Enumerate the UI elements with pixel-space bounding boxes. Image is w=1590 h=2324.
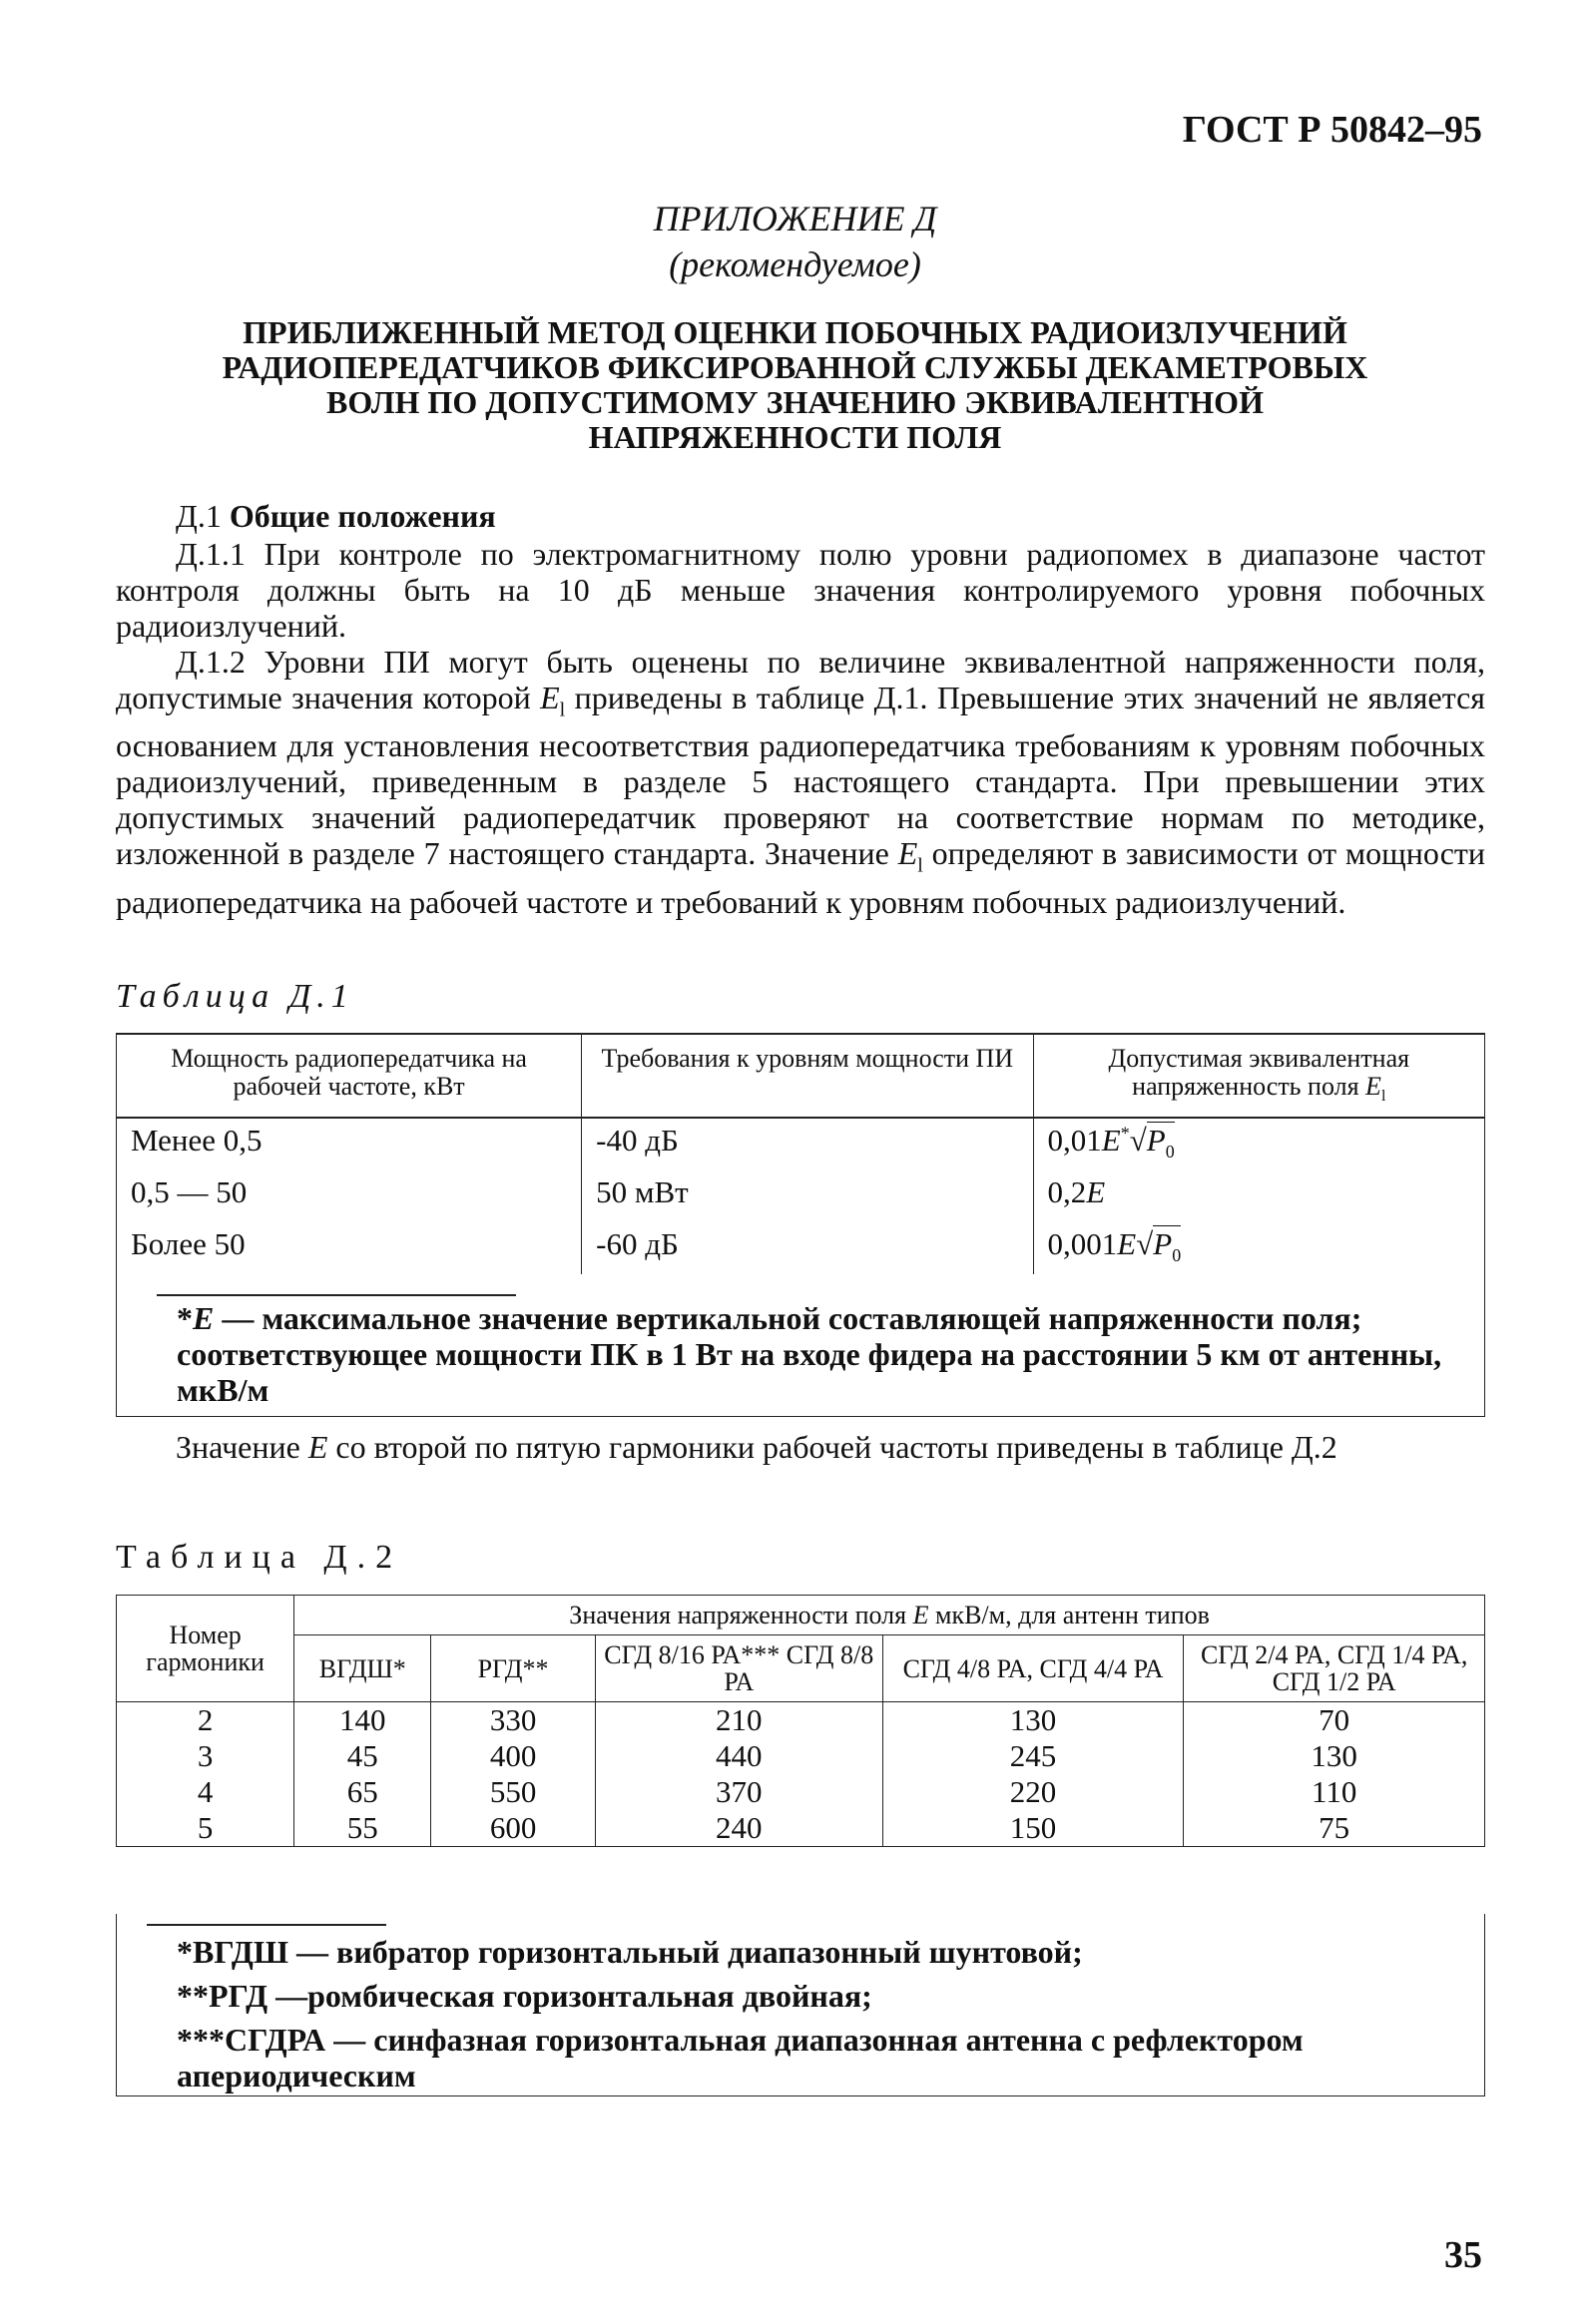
table2-cell: 5 — [117, 1810, 294, 1847]
table-row — [117, 1810, 1485, 1847]
header-text: Значения напряженности поля — [569, 1601, 913, 1629]
table2-header-col: СГД 2/4 РА, СГД 1/4 РА, СГД 1/2 РА — [1184, 1635, 1485, 1702]
table2-header-harmonic: Номер гармоники — [117, 1596, 294, 1702]
table2-cell: 130 — [882, 1702, 1184, 1739]
appendix-note: (рекомендуемое) — [669, 244, 921, 284]
coef: 0,2 — [1047, 1174, 1087, 1210]
table1-cell-req: -60 дБ — [582, 1222, 1033, 1274]
table2-cell: 550 — [431, 1774, 596, 1810]
table-row — [117, 1738, 1485, 1774]
table2-header-col: ВГДШ* — [294, 1635, 431, 1702]
table1-footnote — [177, 1300, 1476, 1408]
field-symbol-sub: l — [917, 854, 923, 877]
table1-cell-power: Более 50 — [117, 1222, 582, 1274]
table1-footnote-cell — [117, 1274, 1485, 1417]
table2-cell: 240 — [595, 1810, 882, 1847]
table-d1 — [116, 1033, 1485, 1417]
main-title-line: ВОЛН ПО ДОПУСТИМОМУ ЗНАЧЕНИЮ ЭКВИВАЛЕНТНОЙ — [326, 384, 1264, 420]
table1-header-requirements: Требования к уровням мощности ПИ — [582, 1034, 1033, 1118]
field-symbol: E — [912, 1601, 929, 1629]
table1-cell-field — [1033, 1170, 1484, 1222]
table1-cell-req: -40 дБ — [582, 1118, 1033, 1170]
table2-cell: 245 — [882, 1738, 1184, 1774]
table1-cell-power: Менее 0,5 — [117, 1118, 582, 1170]
footnote-text: — максимальное значение вертикальной составляющей напряженности поля; соответствующее мощности ПК в 1 Вт на входе фидера на расстоянии 5 км от антенны, мкВ/м — [177, 1300, 1442, 1409]
table2-header-col: СГД 8/16 РА*** СГД 8/8 РА — [595, 1635, 882, 1702]
table2-cell: 220 — [882, 1774, 1184, 1810]
table2-cell: 55 — [294, 1810, 431, 1847]
document-code: ГОСТ Р 50842–95 — [1182, 109, 1482, 151]
table-d2 — [116, 1595, 1485, 1847]
table2-footnote: **РГД —ромбическая горизонтальная двойная; — [177, 1978, 872, 2014]
table2-label: Таблица Д.2 — [116, 1539, 403, 1576]
table2-footnote: *ВГДШ — вибратор горизонтальный диапазонный шунтовой; — [177, 1934, 1083, 1970]
table2-cell: 600 — [431, 1810, 596, 1847]
table-row — [117, 1222, 1485, 1274]
field-symbol: E — [540, 680, 560, 715]
page-number: 35 — [1444, 2234, 1482, 2276]
table2-header-col: СГД 4/8 РА, СГД 4/4 РА — [882, 1635, 1184, 1702]
header-text: Допустимая эквивалентная напряженность поля — [1108, 1044, 1410, 1101]
table1-header-power: Мощность радиопередатчика на рабочей частоте, кВт — [117, 1034, 582, 1118]
table2-cell: 2 — [117, 1702, 294, 1739]
section-number: Д.1 — [176, 498, 222, 534]
header-text: мкВ/м, для антенн типов — [928, 1601, 1210, 1629]
table2-header-col: РГД** — [431, 1635, 596, 1702]
main-title-line: РАДИОПЕРЕДАТЧИКОВ ФИКСИРОВАННОЙ СЛУЖБЫ ДЕКАМЕТРОВЫХ — [222, 349, 1368, 385]
table2-cell: 330 — [431, 1702, 596, 1739]
para-text: Д.1.2 Уровни ПИ могут быть оценены по величине эквивалентной напряженности поля, допустимые значения которой — [116, 644, 1485, 715]
table1-header-field — [1033, 1034, 1484, 1118]
footnote-divider — [147, 1924, 386, 1926]
table2-cell: 4 — [117, 1774, 294, 1810]
paragraph-1-1: Д.1.1 При контроле по электромагнитному полю уровни радиопомех в диапазоне частот контроля должны быть на 10 дБ меньше значения контролируемого уровня побочных радиоизлучений. — [116, 536, 1485, 644]
main-title — [140, 315, 1450, 455]
para-text: Значение — [176, 1429, 308, 1465]
table2-cell: 65 — [294, 1774, 431, 1810]
table2-cell: 370 — [595, 1774, 882, 1810]
table2-cell: 75 — [1184, 1810, 1485, 1847]
field-symbol-sub: l — [1380, 1088, 1386, 1106]
field-symbol: E — [1101, 1123, 1121, 1159]
table2-cell: 130 — [1184, 1738, 1485, 1774]
table2-footnote: ***СГДРА — синфазная горизонтальная диапазонная антенна с рефлектором апериодическим — [177, 2022, 1304, 2093]
table2-cell: 140 — [294, 1702, 431, 1739]
coef: 0,001 — [1047, 1226, 1118, 1262]
section-heading — [176, 498, 496, 535]
table2-cell: 110 — [1184, 1774, 1485, 1810]
table1-cell-field: $0,01E^*√P_0$ — [1033, 1118, 1484, 1170]
body-paragraphs — [116, 536, 1485, 920]
field-symbol-sub: l — [559, 698, 566, 721]
field-symbol: E — [1117, 1226, 1137, 1262]
table2-cell: 400 — [431, 1738, 596, 1774]
table1-label: Таблица Д.1 — [116, 978, 354, 1015]
table-row — [117, 1118, 1485, 1170]
coef: 0,01 — [1047, 1123, 1102, 1159]
table2-cell: 3 — [117, 1738, 294, 1774]
paragraph-1-2 — [116, 644, 1485, 920]
appendix-heading — [0, 196, 1590, 287]
table-row — [117, 1702, 1485, 1739]
sqrt-sub: 0 — [1172, 1245, 1182, 1266]
table2-cell: 440 — [595, 1738, 882, 1774]
field-symbol: E — [1365, 1072, 1381, 1101]
table2-cell: 45 — [294, 1738, 431, 1774]
star: * — [177, 1300, 193, 1337]
table2-cell: 70 — [1184, 1702, 1485, 1739]
main-title-line: НАПРЯЖЕННОСТИ ПОЛЯ — [588, 419, 1002, 455]
paragraph-after-table1 — [116, 1429, 1485, 1465]
star: * — [1120, 1123, 1130, 1144]
para-text: приведены в таблице Д.1. Превышение этих значений не является основанием для установления несоответствия радиопередатчика требованиям к уровням побочных радиоизлучений, приведенным в разделе 5 настоящего стандарта. При превышении этих допустимых значений радиопередатчик проверяют на соответствие нормам по методике, изложенной в разделе 7 настоящего стандарта. Значение — [116, 680, 1485, 872]
table1-cell-power: 0,5 — 50 — [117, 1170, 582, 1222]
field-symbol: E — [1086, 1174, 1106, 1210]
table-row — [117, 1170, 1485, 1222]
table1-cell-req: 50 мВт — [582, 1170, 1033, 1222]
table-row — [117, 1774, 1485, 1810]
field-symbol: E — [897, 835, 918, 872]
main-title-line: ПРИБЛИЖЕННЫЙ МЕТОД ОЦЕНКИ ПОБОЧНЫХ РАДИОИЗЛУЧЕНИЙ — [243, 314, 1347, 350]
field-symbol: E — [193, 1300, 215, 1337]
table2-footnotes — [116, 1914, 1485, 2096]
table1-cell-field: $0,001E√P_0$ — [1033, 1222, 1484, 1274]
table2-cell: 210 — [595, 1702, 882, 1739]
table2-cell: 150 — [882, 1810, 1184, 1847]
para-text: определяют в зависимости от мощности радиопередатчика на рабочей частоте и требований к уровням побочных радиоизлучений. — [116, 835, 1486, 920]
sqrt-var: P — [1146, 1123, 1166, 1159]
sqrt-sub: 0 — [1165, 1142, 1175, 1162]
sqrt-var: P — [1153, 1226, 1173, 1262]
appendix-title: ПРИЛОЖЕНИЕ Д — [653, 199, 937, 238]
table2-header-group — [294, 1596, 1485, 1635]
para-text: со второй по пятую гармоники рабочей частоты приведены в таблице Д.2 — [327, 1429, 1337, 1465]
section-title: Общие положения — [229, 498, 496, 534]
field-symbol: E — [307, 1429, 328, 1465]
footnote-divider — [157, 1294, 516, 1296]
